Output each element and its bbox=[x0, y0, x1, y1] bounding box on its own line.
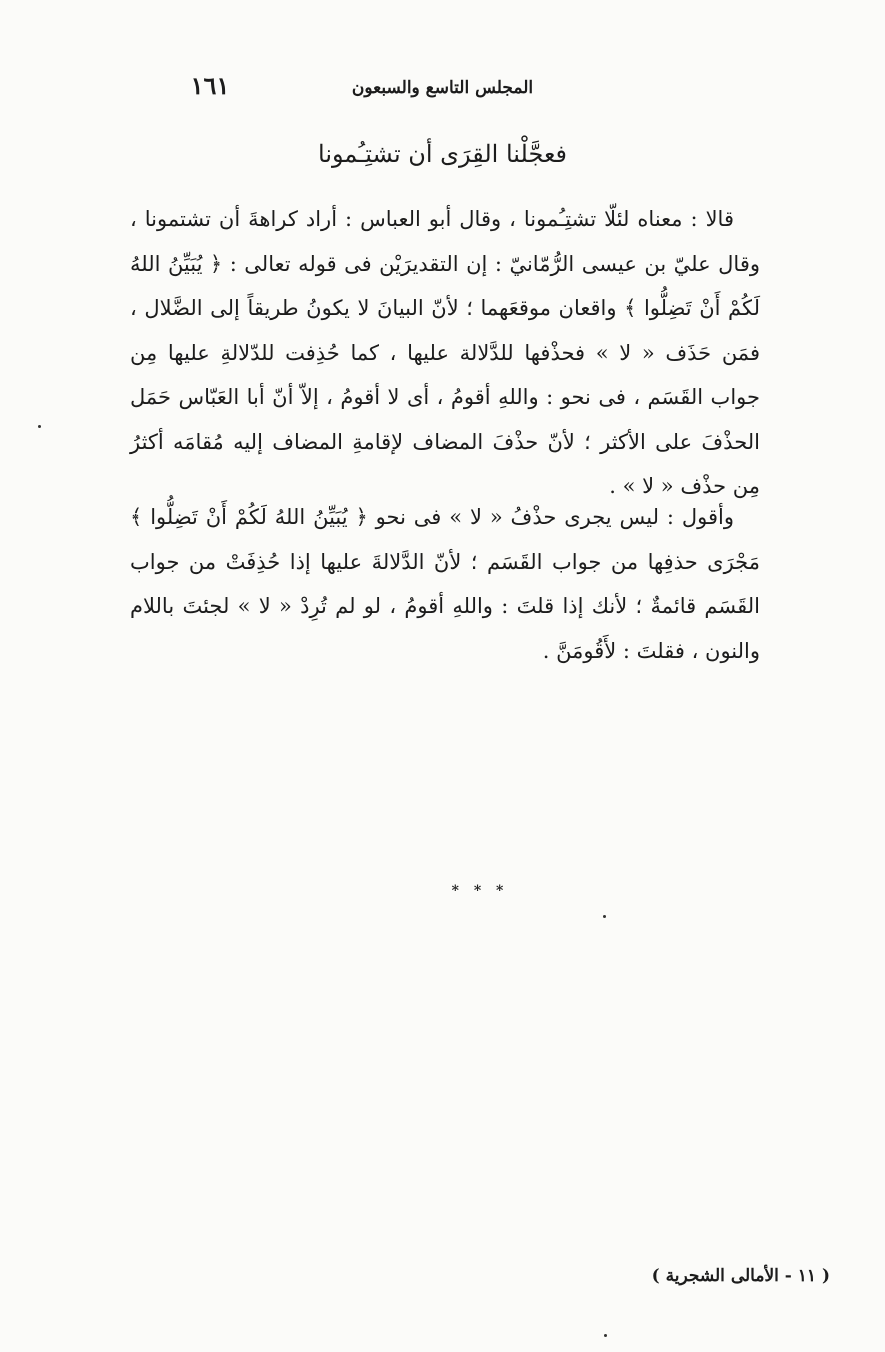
paragraph-2 bbox=[130, 495, 760, 673]
section-separator: * * * bbox=[451, 883, 509, 899]
footer-signature: ( ١١ - الأمالى الشجرية ) bbox=[651, 1266, 830, 1286]
paragraph-1-text: قالا : معناه لئلّا تشتِـُمونا ، وقال أبو العباس : أراد كراهةَ أن تشتمونا ، وقال عليّ بن عيسى الرُّمّانيّ : إن التقديرَيْن فى قوله تعالى : ﴿ يُبَيِّنُ اللهُ لَكُمْ أَنْ تَضِلُّوا ﴾ واقعان موقعَهما ؛ لأنّ البيانَ لا يكونُ طريقاً إلى الضَّلال ، فمَن حَذَف « لا » فحذْفها للدَّلالة عليها ، كما حُذِفت للدّلالةِ عليها مِن جواب القَسَم ، فى نحو : واللهِ أقومُ ، أى لا أقومُ ، إلاّ أنّ أبا العَبّاس حَمَل الحذْفَ على الأكثر ؛ لأنّ حذْفَ المضاف لإقامةِ المضاف إليه مُقامَه أكثرُ مِن حذْف « لا » . bbox=[130, 207, 760, 498]
paragraph-1 bbox=[130, 197, 760, 509]
scan-speck bbox=[604, 1334, 607, 1337]
page-number: ١٦١ bbox=[190, 71, 230, 100]
running-title: المجلس التاسع والسبعون bbox=[351, 78, 534, 98]
verse-line: فعجَّلْنا القِرَى أن تشتِـُمونا bbox=[318, 140, 567, 168]
scan-speck bbox=[38, 425, 41, 428]
scan-speck bbox=[603, 915, 606, 918]
paragraph-2-text: وأقول : ليس يجرى حذْفُ « لا » فى نحو ﴿ يُبَيِّنُ اللهُ لَكُمْ أَنْ تَضِلُّوا ﴾ مَجْرَى حذفِها من جواب القَسَم ؛ لأنّ الدَّلالةَ عليها إذا حُذِفَتْ من جواب القَسَم قائمةٌ ؛ لأنك إذا قلتَ : واللهِ أقومُ ، لو لم تُرِدْ « لا » لجئتَ باللام والنون ، فقلتَ : لأَقُومَنَّ . bbox=[130, 505, 760, 663]
